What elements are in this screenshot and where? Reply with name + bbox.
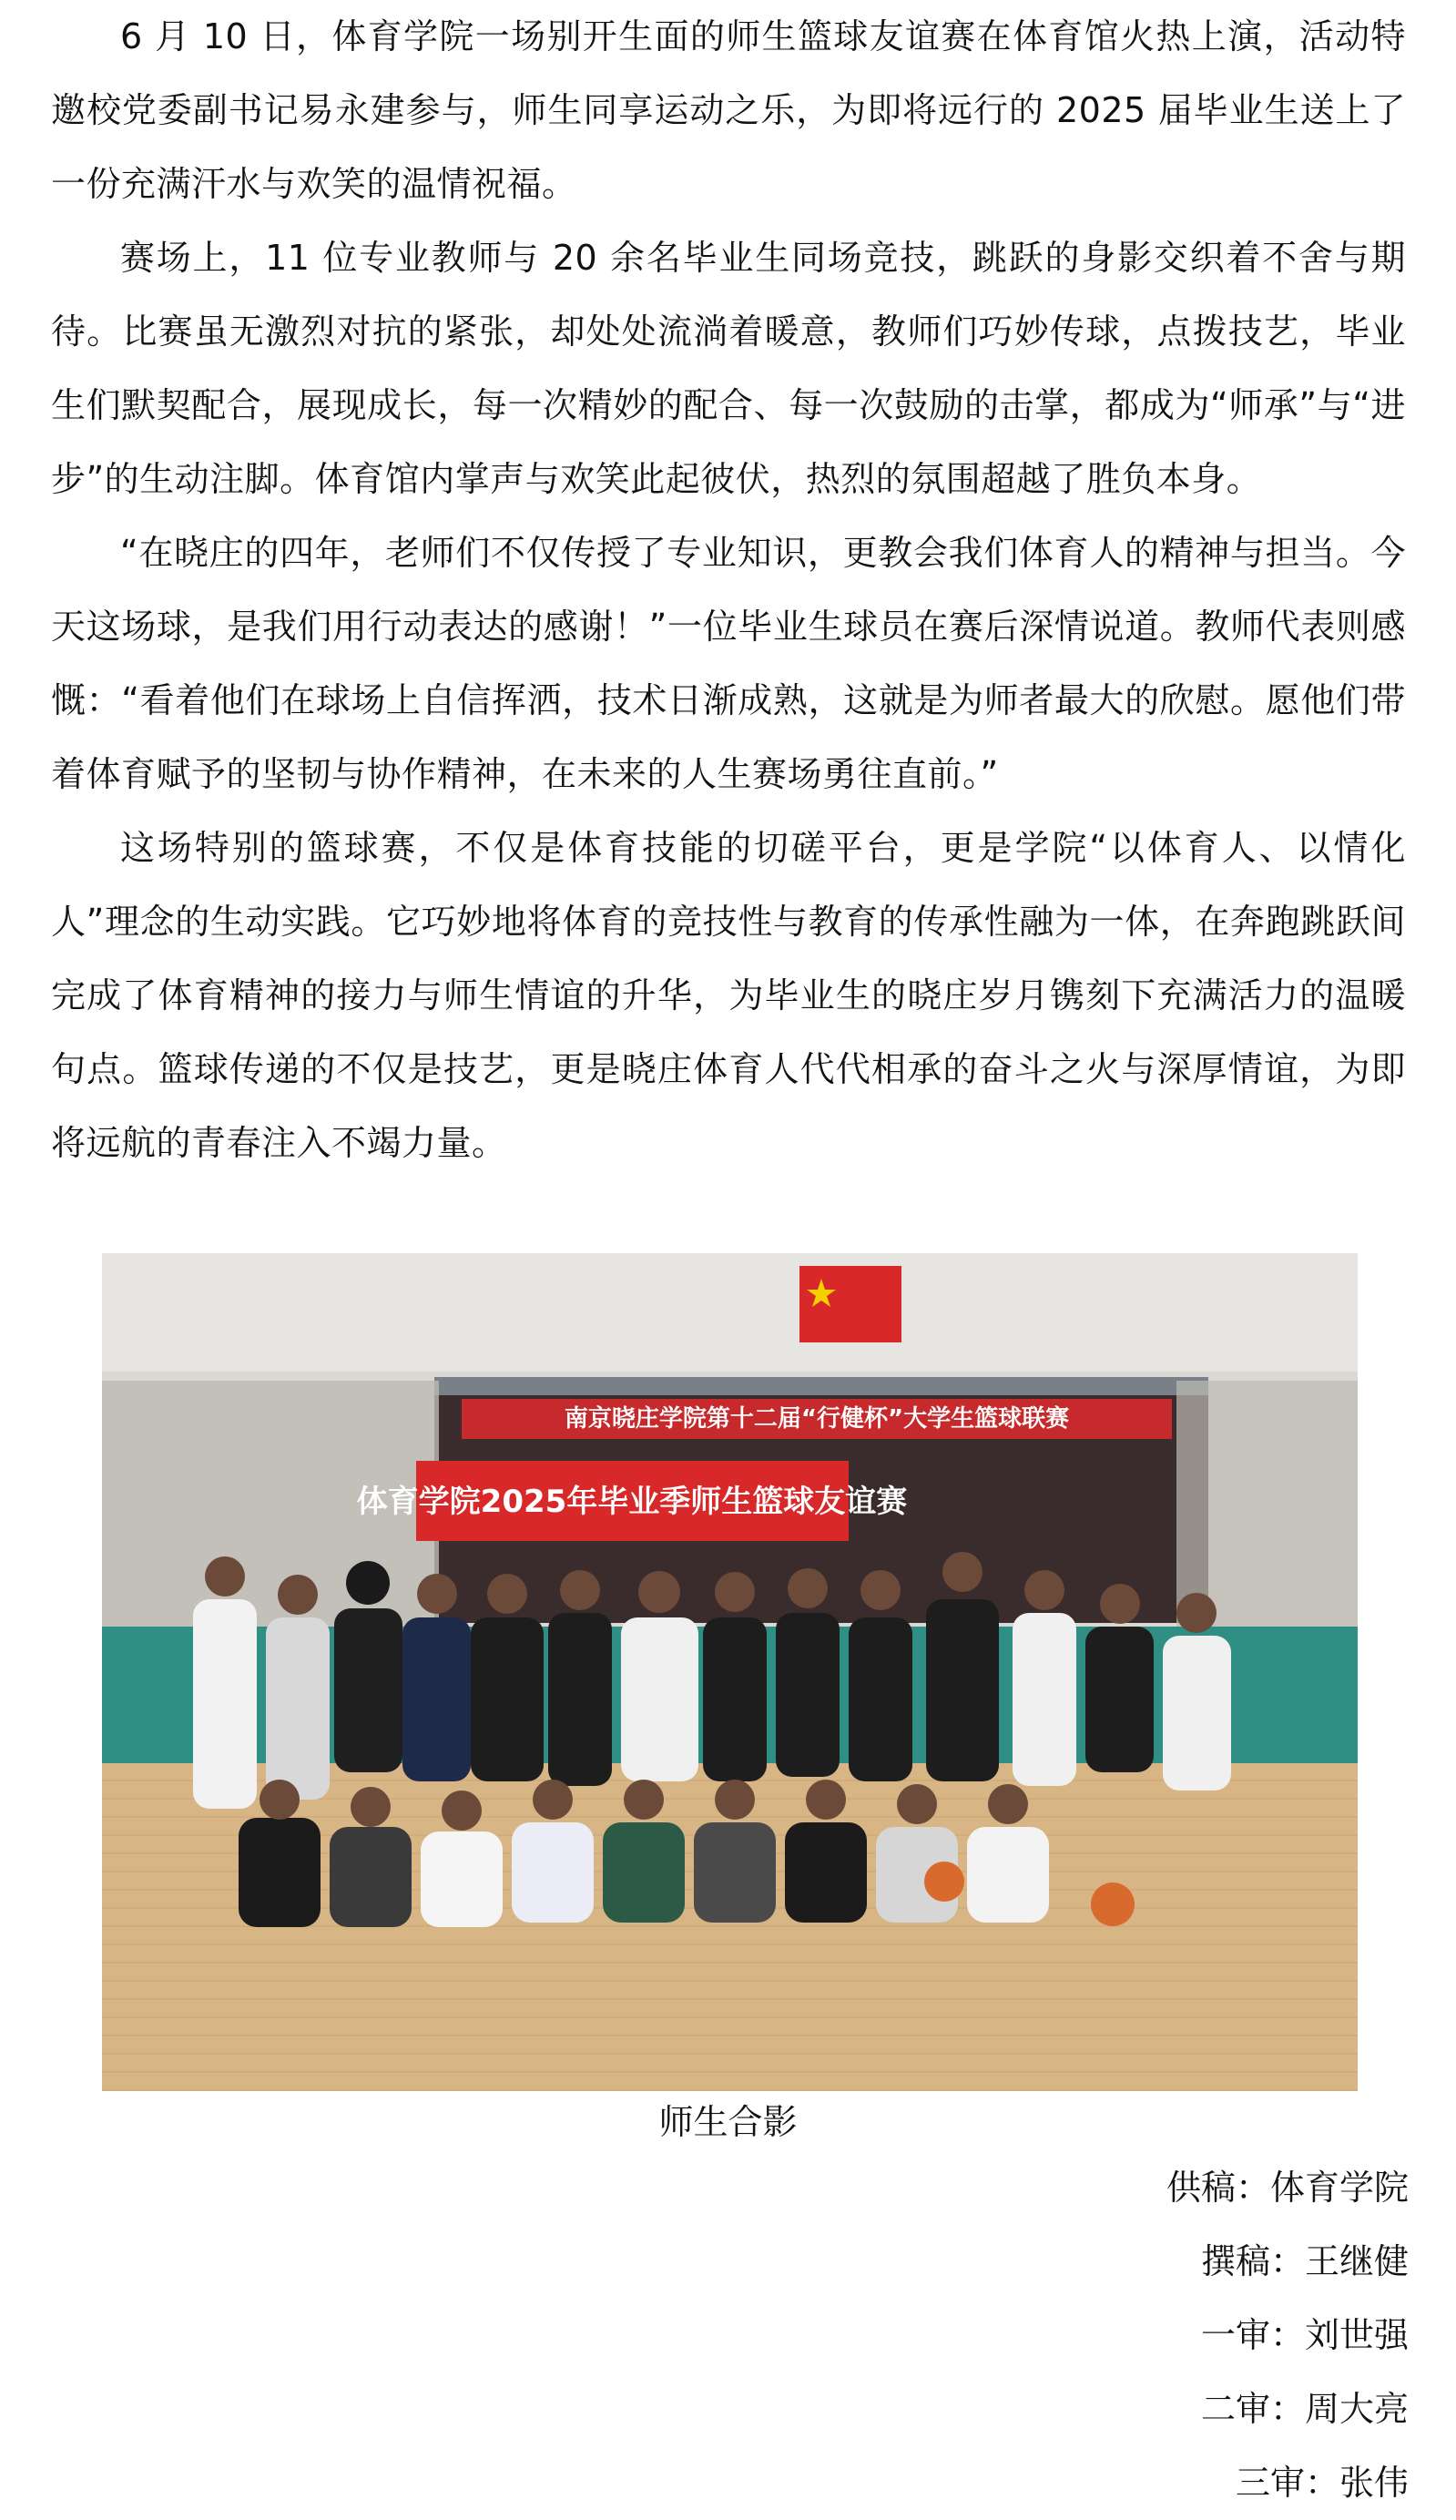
main-banner-text: 体育学院2025年毕业季师生篮球友谊赛	[356, 1484, 908, 1520]
photo-caption: 师生合影	[658, 2102, 798, 2142]
credit-review-3: 三审：张伟	[1235, 2463, 1409, 2503]
basketball-icon	[924, 1862, 964, 1902]
article-body	[51, 0, 1406, 1180]
basketball-icon	[1091, 1882, 1135, 1926]
paragraph-2: 赛场上，11 位专业教师与 20 余名毕业生同场竞技，跳跃的身影交织着不舍与期待。比赛虽无激烈对抗的紧张，却处处流淌着暖意，教师们巧妙传球，点拨技艺，毕业生们默契配合，展现成长，每一次精妙的配合、每一次鼓励的击掌，都成为“师承”与“进步”的生动注脚。体育馆内掌声与欢笑此起彼伏，热烈的氛围超越了胜负本身。	[51, 238, 1406, 499]
paragraph-1: 6 月 10 日，体育学院一场别开生面的师生篮球友谊赛在体育馆火热上演，活动特邀校党委副书记易永建参与，师生同享运动之乐，为即将远行的 2025 届毕业生送上了一份充满汗水与欢笑的温情祝福。	[51, 16, 1406, 204]
credit-source: 供稿：体育学院	[1166, 2168, 1409, 2208]
credit-review-1: 一审：刘世强	[1200, 2315, 1409, 2355]
national-flag-icon	[799, 1266, 901, 1342]
credits-block	[1166, 2151, 1409, 2520]
group-photo	[102, 1253, 1358, 2091]
paragraph-4: 这场特别的篮球赛，不仅是体育技能的切磋平台，更是学院“以体育人、以情化人”理念的生动实践。它巧妙地将体育的竞技性与教育的传承性融为一体，在奔跑跳跃间完成了体育精神的接力与师生情谊的升华，为毕业生的晓庄岁月镌刻下充满活力的温暖句点。篮球传递的不仅是技艺，更是晓庄体育人代代相承的奋斗之火与深厚情谊，为即将远航的青春注入不竭力量。	[51, 828, 1406, 1163]
paragraph-3: “在晓庄的四年，老师们不仅传授了专业知识，更教会我们体育人的精神与担当。今天这场球，是我们用行动表达的感谢！”一位毕业生球员在赛后深情说道。教师代表则感慨：“看着他们在球场上自信挥洒，技术日渐成熟，这就是为师者最大的欣慰。愿他们带着体育赋予的坚韧与协作精神，在未来的人生赛场勇往直前。”	[51, 533, 1406, 794]
upper-banner	[462, 1399, 1172, 1439]
upper-banner-text: 南京晓庄学院第十二届“行健杯”大学生篮球联赛	[564, 1405, 1070, 1433]
credit-writer: 撰稿：王继健	[1200, 2241, 1409, 2281]
main-banner	[357, 1461, 908, 1541]
credit-review-2: 二审：周大亮	[1200, 2389, 1409, 2429]
